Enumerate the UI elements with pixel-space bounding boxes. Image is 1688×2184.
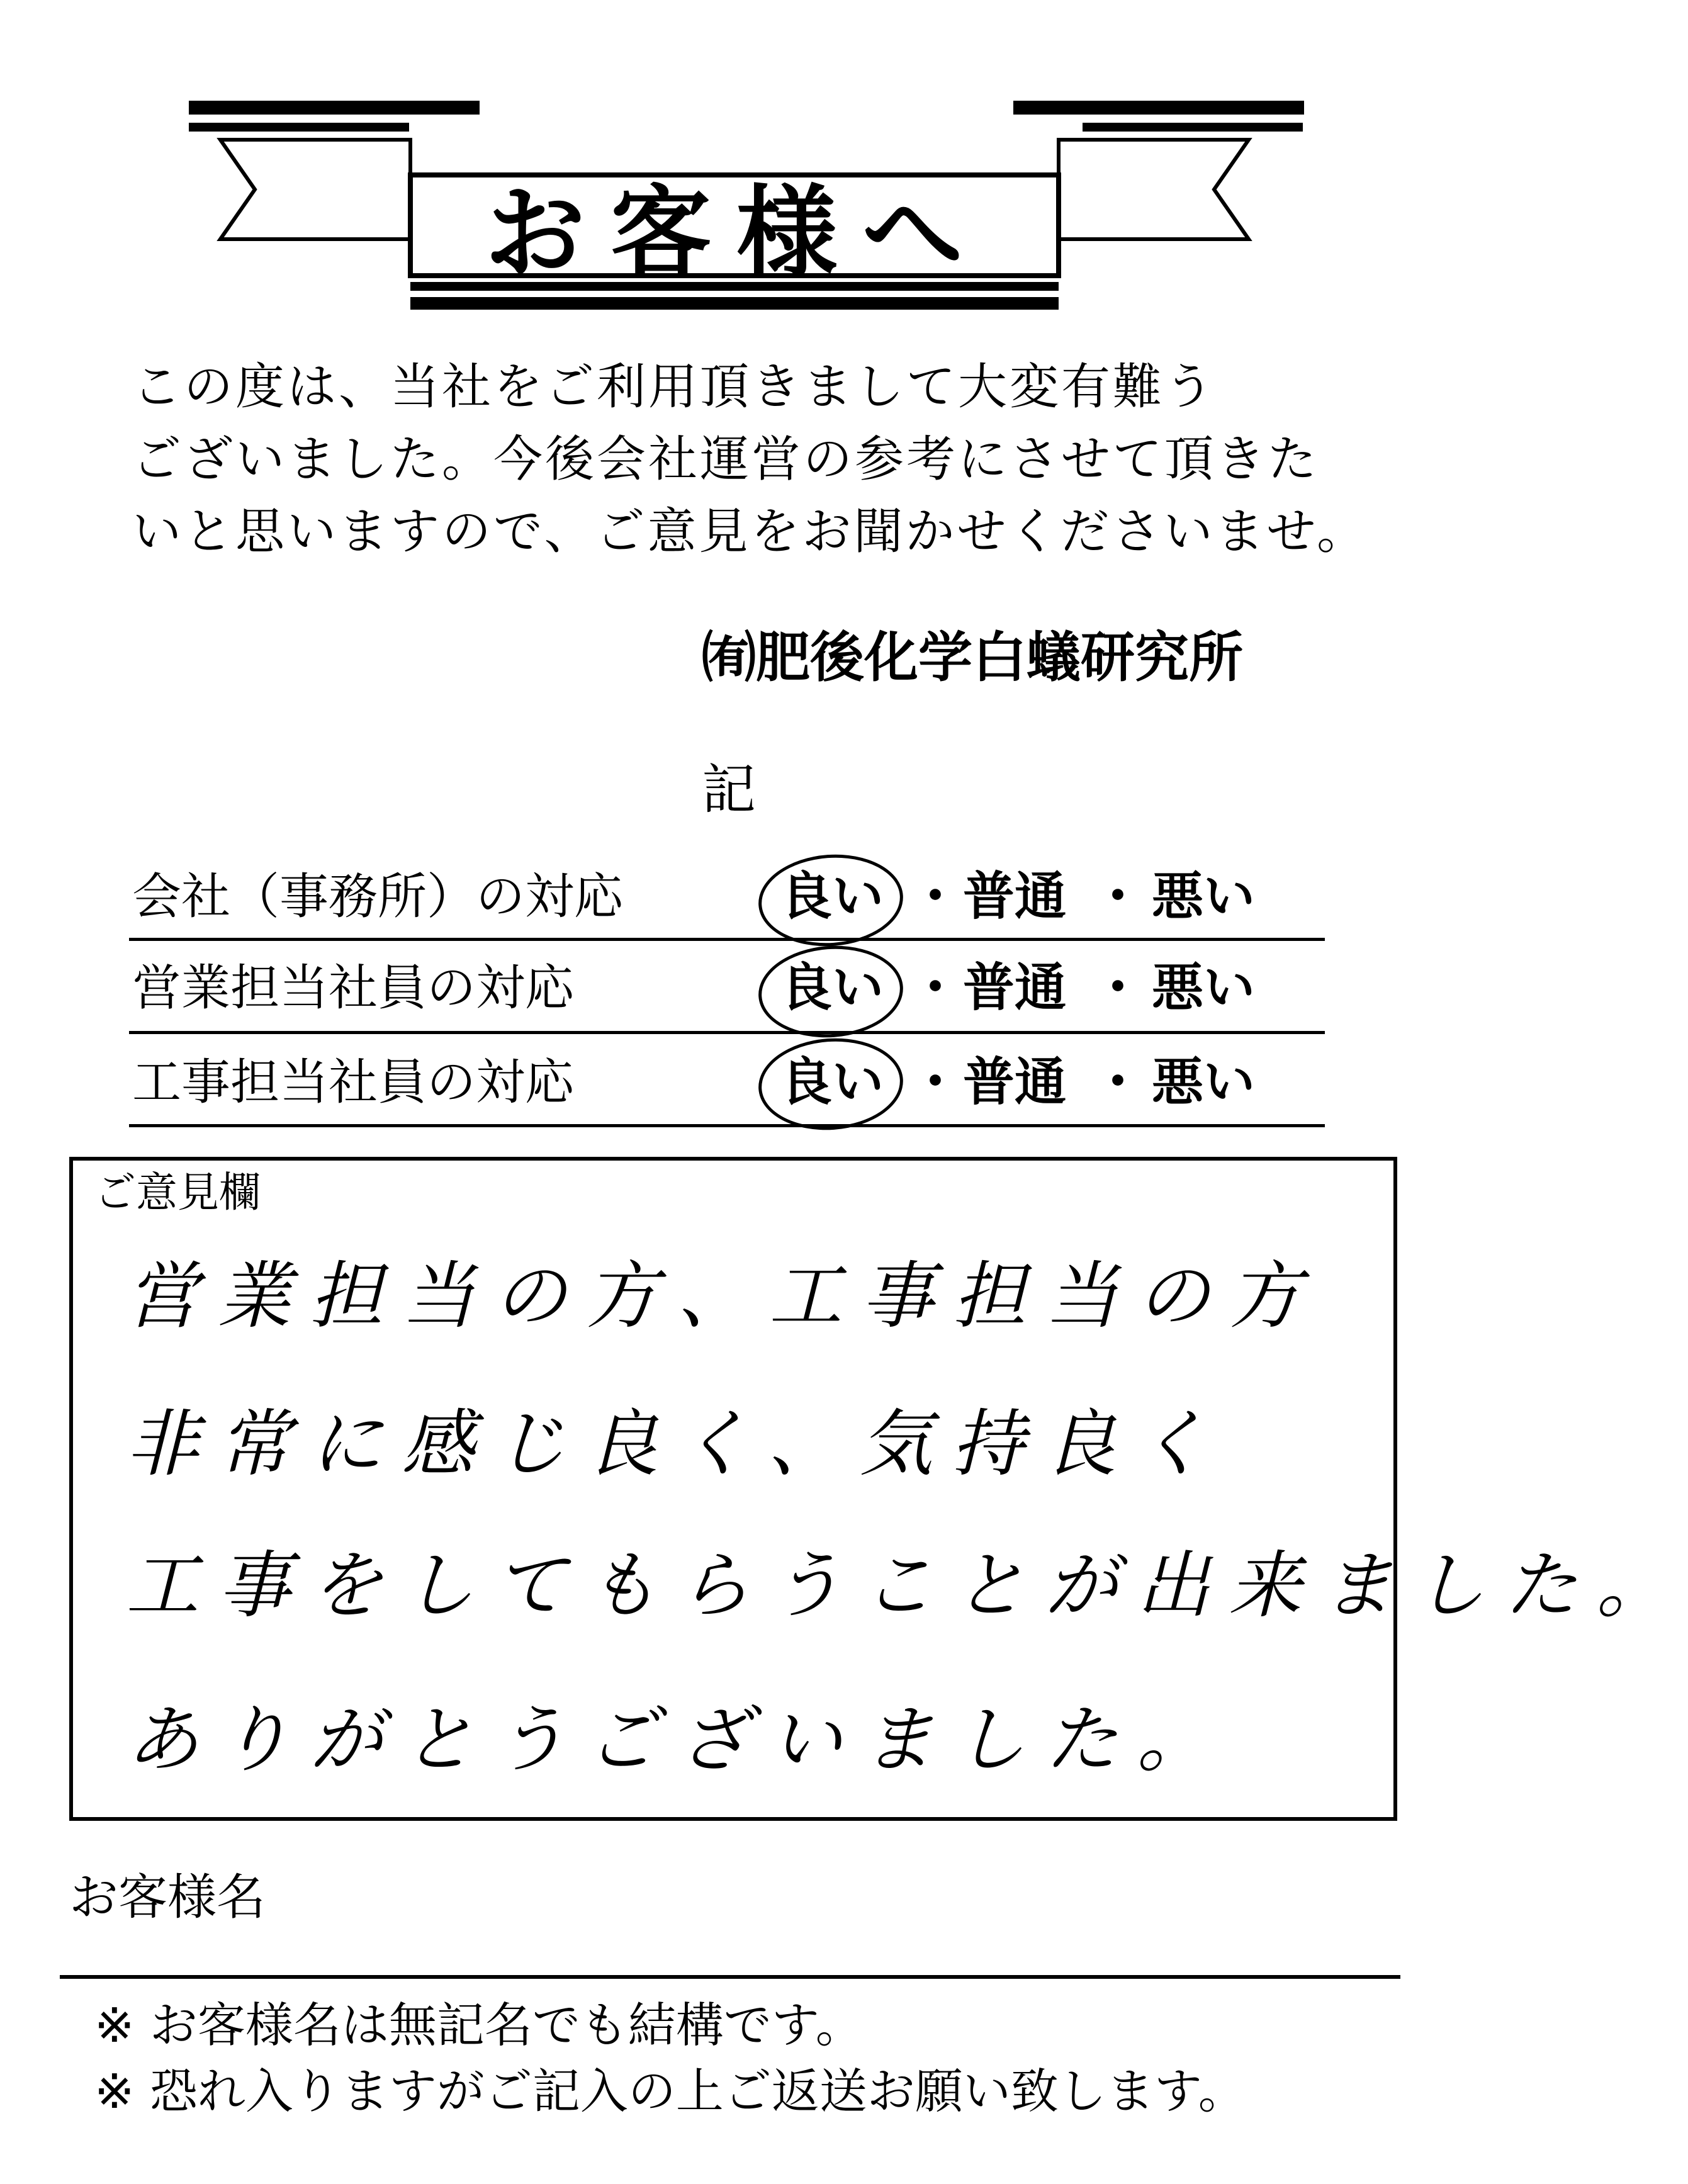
option-good[interactable]: 良い [780, 958, 884, 1018]
ki-heading: 記 [702, 758, 756, 821]
option-good[interactable]: 良い [780, 1052, 884, 1112]
option-bad[interactable]: 悪い [1152, 1052, 1256, 1112]
intro-line-2: ございました。今後会社運営の参考にさせて頂きた [132, 431, 1320, 488]
row-divider [129, 1031, 1325, 1034]
option-bad[interactable]: 悪い [1152, 958, 1256, 1018]
rating-label-construction: 工事担当社員の対応 [132, 1054, 575, 1111]
row-divider [129, 1124, 1325, 1127]
option-good[interactable]: 良い [780, 867, 884, 926]
option-normal[interactable]: 普通 [963, 1052, 1067, 1112]
page-title: お客様へ [484, 174, 988, 292]
option-bad[interactable]: 悪い [1152, 867, 1256, 926]
rating-label-sales: 営業担当社員の対応 [132, 960, 575, 1016]
intro-line-1: この度は、当社をご利用頂きまして大変有難う [132, 359, 1217, 415]
separator: ・ [909, 1052, 962, 1112]
handwritten-line-2: 非常に感じ良く、気持良く [126, 1402, 1227, 1487]
handwritten-line-1: 営業担当の方、工事担当の方 [126, 1254, 1320, 1339]
option-normal[interactable]: 普通 [963, 958, 1067, 1018]
separator: ・ [909, 867, 962, 926]
separator: ・ [1092, 867, 1144, 926]
intro-line-3: いと思いますので、ご意見をお聞かせくださいませ。 [132, 504, 1369, 560]
handwritten-line-4: ありがとうございました。 [126, 1697, 1229, 1782]
customer-name-label: お客様名 [69, 1869, 266, 1926]
option-normal[interactable]: 普通 [963, 867, 1067, 926]
handwritten-line-3: 工事をしてもらうことが出来ました。 [126, 1543, 1688, 1628]
opinion-label: ご意見欄 [94, 1168, 261, 1217]
note-1: ※ お客様名は無記名でも結構です。 [94, 1997, 864, 2053]
separator: ・ [1092, 1052, 1144, 1112]
rating-label-company: 会社（事務所）の対応 [132, 869, 624, 925]
company-name: ㈲肥後化学白蟻研究所 [702, 626, 1243, 689]
separator: ・ [1092, 958, 1144, 1018]
customer-name-field[interactable] [60, 1975, 1400, 1979]
row-divider [129, 938, 1325, 941]
note-2: ※ 恐れ入りますがご記入の上ご返送お願い致します。 [94, 2063, 1246, 2119]
separator: ・ [909, 958, 962, 1018]
